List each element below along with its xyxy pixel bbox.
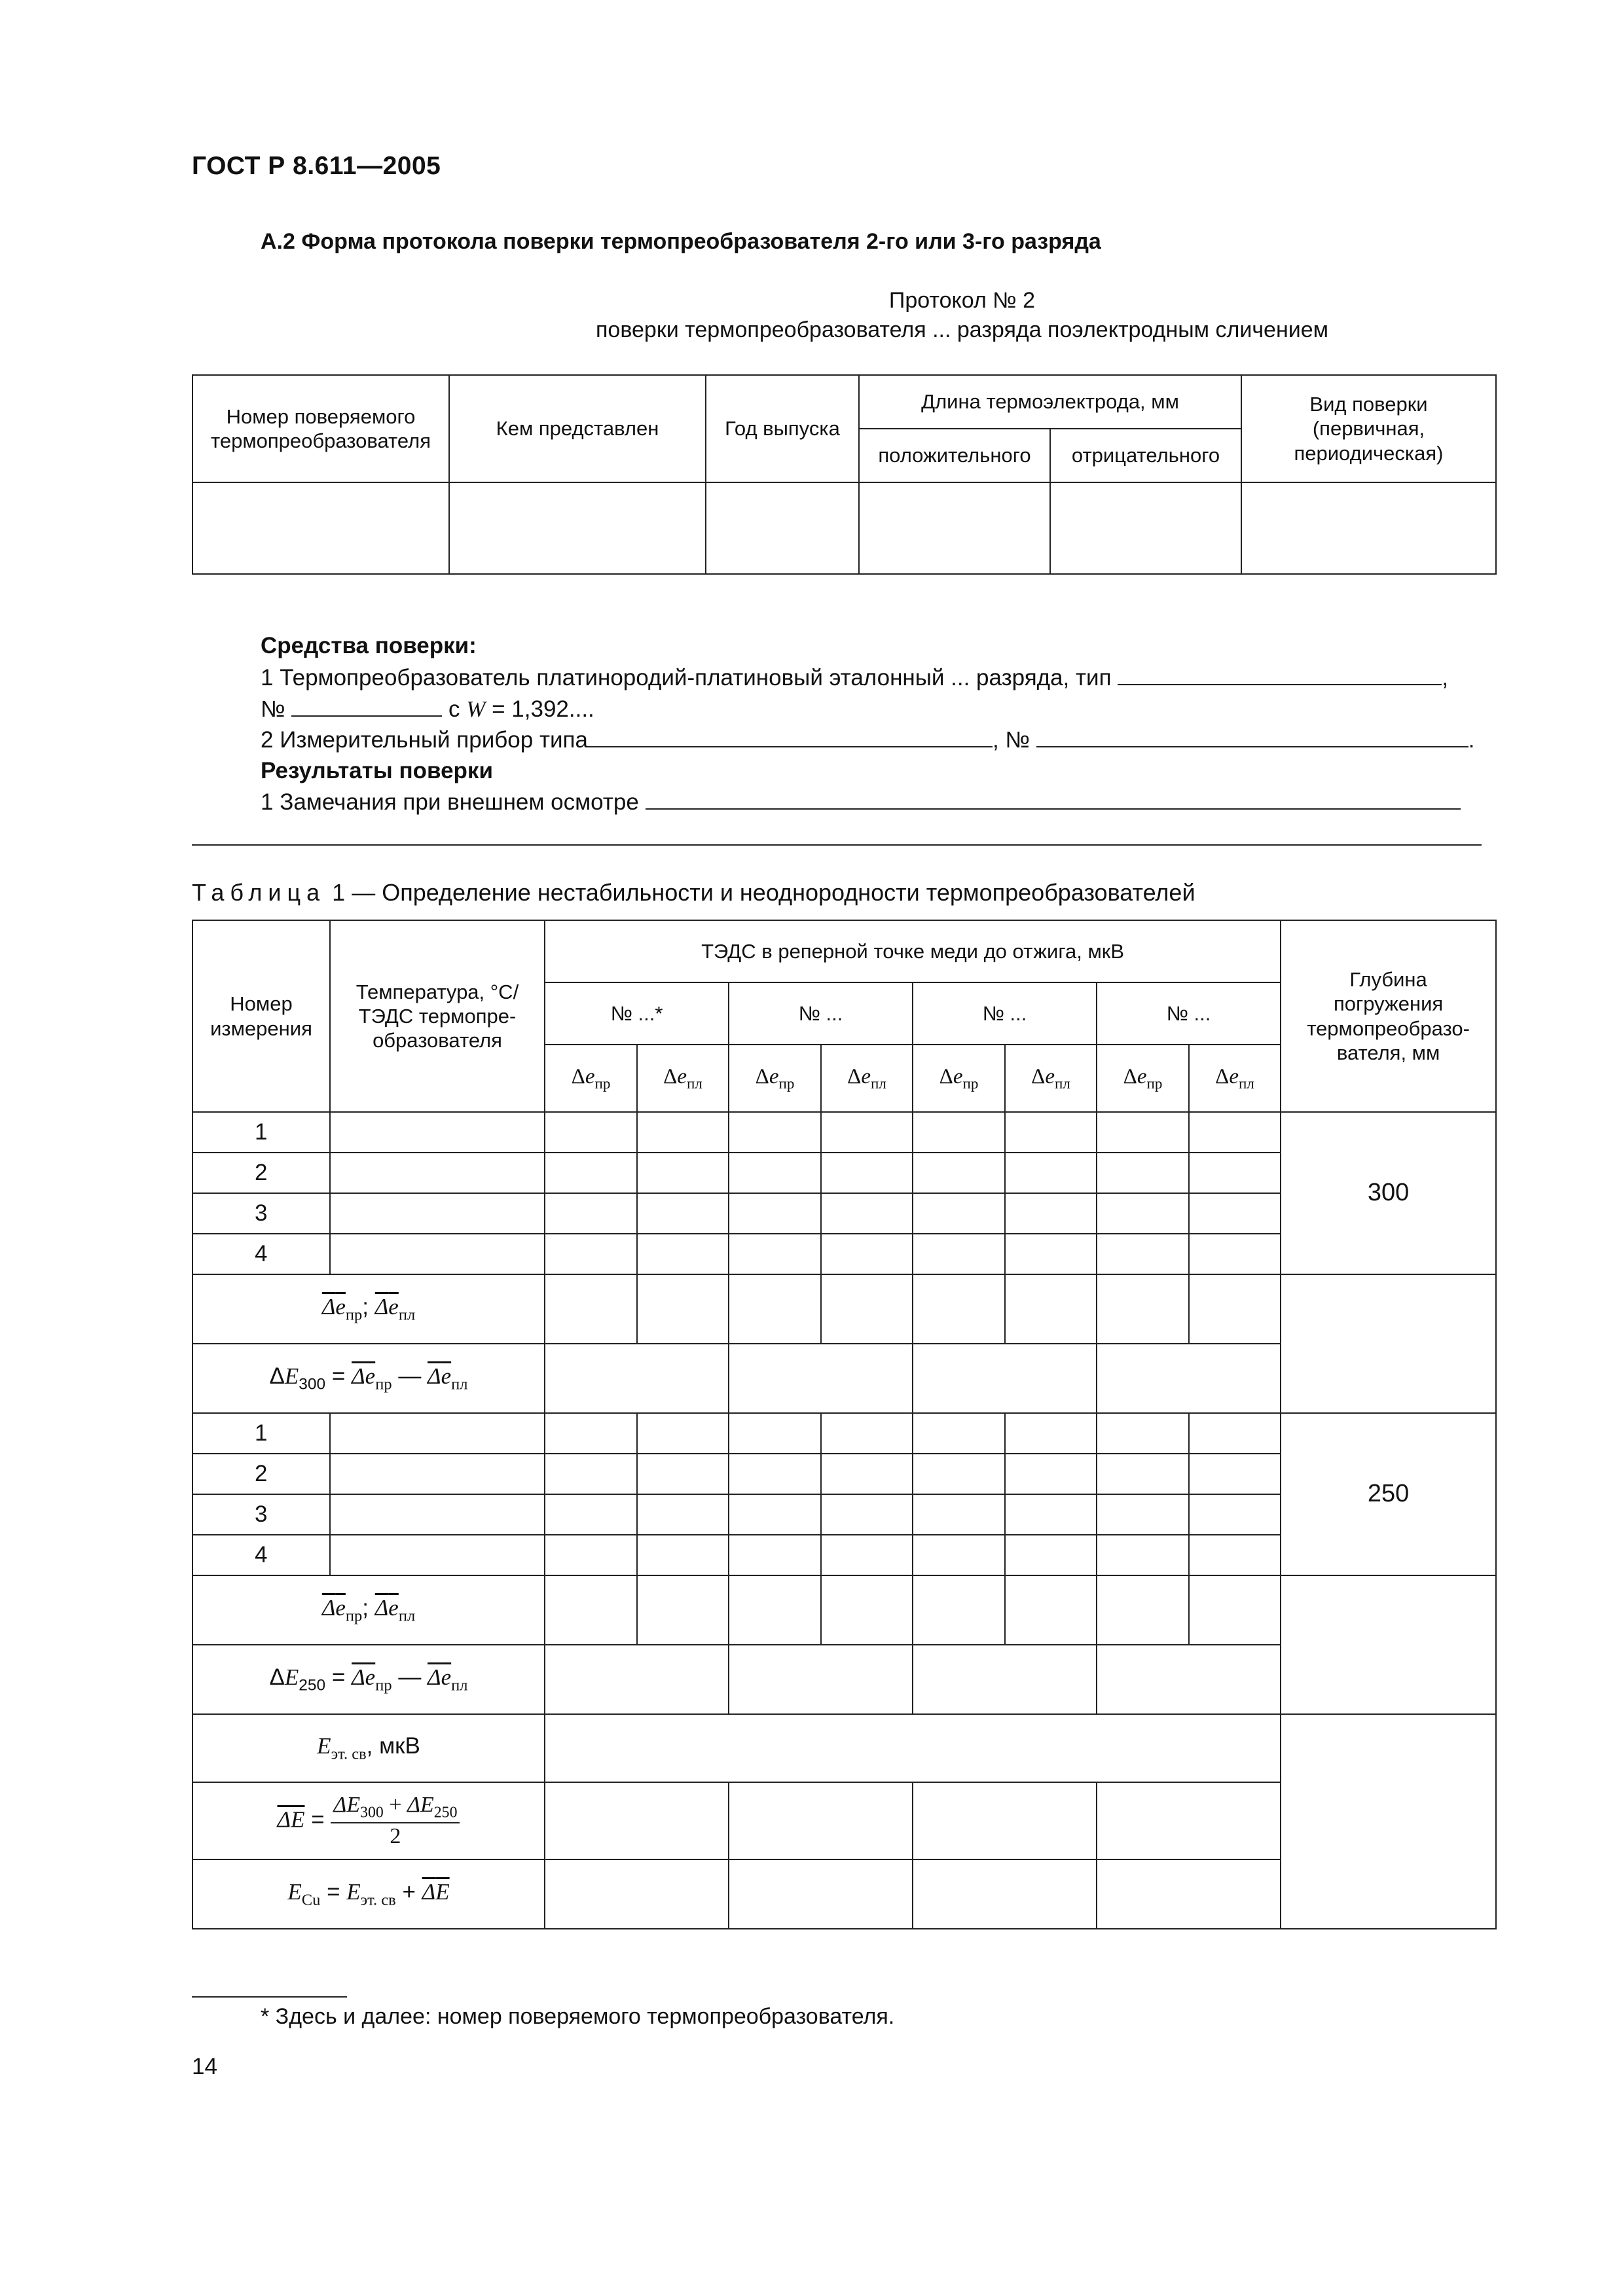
footnote: * Здесь и далее: номер поверяемого термопреобразователя. [261,2004,895,2029]
depth-300: 300 [1281,1112,1496,1274]
period: . [1468,727,1475,753]
cell-empty[interactable] [1097,1535,1189,1575]
cell-empty[interactable] [913,1153,1005,1193]
number-sign: № [261,696,285,722]
cell-empty[interactable] [330,1535,545,1575]
cell-empty[interactable] [1189,1454,1281,1494]
cell-empty[interactable] [913,1274,1005,1344]
cell-empty[interactable] [729,1274,821,1344]
cell-empty[interactable] [637,1413,729,1454]
cell-empty[interactable] [729,1234,821,1274]
col-year: Год выпуска [706,375,859,482]
cell-empty[interactable] [637,1535,729,1575]
cell-empty[interactable] [1005,1153,1097,1193]
cell-empty[interactable] [545,1782,729,1859]
caption-text: 1 — Определение нестабильности и неоднородности термопреобразователей [332,879,1195,906]
cell-empty[interactable] [637,1274,729,1344]
means-line-4 [261,789,1461,816]
cell-empty [1281,1714,1496,1929]
device-number-field[interactable] [1036,726,1468,747]
cell-empty[interactable] [545,1274,637,1344]
measurement-number: 3 [192,1193,330,1234]
col-emf: ТЭДС в реперной точке меди до отжига, мкВ [545,920,1281,982]
group-label: № ... [913,982,1097,1045]
cell-empty[interactable] [1097,1234,1189,1274]
fraction: $\frac{\Delta E_{300} + \Delta E_{250}}{2}$ [331,1792,460,1850]
cell-empty[interactable] [1097,1454,1189,1494]
cell-empty[interactable] [1097,1344,1281,1413]
cell-empty[interactable] [637,1153,729,1193]
delta-e-pr: $\Delta e_{пр}$ [729,1045,821,1112]
col-immersion-depth: Глубина погружения термопреобразо-вателя, мм [1281,920,1496,1112]
cell-empty[interactable] [729,1645,913,1714]
cell-empty[interactable] [330,1193,545,1234]
with-text: с [448,696,460,722]
cell-empty[interactable] [729,1454,821,1494]
stability-table [192,920,1497,1929]
cell-empty[interactable] [1097,1153,1189,1193]
cell-empty[interactable] [1005,1535,1097,1575]
table-row [192,1112,1496,1153]
cell-empty[interactable] [1189,1112,1281,1153]
cell-empty[interactable] [913,1413,1005,1454]
cell-empty[interactable] [729,1153,821,1193]
cell-empty[interactable] [729,1859,913,1929]
means-heading: Средства поверки: [261,633,477,658]
cell-empty[interactable] [545,1413,637,1454]
measurement-number: 4 [192,1535,330,1575]
average-formula: $\Delta e_{пр}$; $\Delta e_{пл}$ [192,1575,545,1645]
cell-empty[interactable] [1097,1112,1189,1153]
cell-empty[interactable] [545,1535,637,1575]
cell-empty[interactable] [545,1153,637,1193]
table-caption [192,879,1195,906]
cell-empty[interactable] [859,482,1050,574]
cell-empty[interactable] [821,1193,913,1234]
group-label: № ... [729,982,913,1045]
protocol-subtitle-text: поверки термопреобразователя ... разряда поэлектродным сличением [596,317,1328,342]
e-etsv-row [192,1714,1496,1782]
col-negative: отрицательного [1050,429,1241,482]
cell-empty[interactable] [637,1454,729,1494]
cell-empty[interactable] [729,1535,821,1575]
w-symbol: W [466,696,486,722]
inspection-remarks-label: 1 Замечания при внешнем осмотре [261,789,639,815]
cell-empty[interactable] [1097,1494,1189,1535]
remarks-continuation-line[interactable] [192,844,1482,846]
means-line-2 [261,696,594,723]
cell-empty[interactable] [1005,1112,1097,1153]
cell-empty[interactable] [330,1112,545,1153]
average-formula: $\Delta e_{пр}$; $\Delta e_{пл}$ [192,1274,545,1344]
cell-empty[interactable] [729,1413,821,1454]
cell-empty[interactable] [1189,1193,1281,1234]
cell-empty[interactable] [1005,1454,1097,1494]
section-title: А.2 Форма протокола поверки термопреобразователя 2-го или 3-го разряда [261,229,1101,254]
cell-empty[interactable] [1097,1859,1281,1929]
cell-empty[interactable] [330,1413,545,1454]
standard-number: ГОСТ Р 8.611—2005 [192,152,441,180]
cell-empty[interactable] [821,1234,913,1274]
cell-empty[interactable] [913,1645,1097,1714]
means-line-1 [261,664,1448,691]
average-row-250 [192,1575,1496,1645]
results-heading: Результаты поверки [261,758,493,783]
page-number: 14 [192,2054,217,2079]
cell-empty[interactable] [821,1112,913,1153]
col-temperature: Температура, °С/ТЭДС термопре-образователя [330,920,545,1112]
cell-empty[interactable] [729,1494,821,1535]
col-verification-type: Вид поверки (первичная, периодическая) [1241,375,1496,482]
cell-empty[interactable] [545,1575,637,1645]
cell-empty[interactable] [637,1494,729,1535]
means-line-1-text: 1 Термопреобразователь платинородий-платиновый эталонный ... разряда, тип [261,665,1112,691]
delta-e-pl: $\Delta e_{пл}$ [1005,1045,1097,1112]
cell-empty[interactable] [330,1454,545,1494]
cell-empty[interactable] [729,1782,913,1859]
cell-empty [1281,1575,1496,1714]
cell-empty[interactable] [821,1454,913,1494]
protocol-number-text: Протокол № 2 [888,288,1036,313]
cell-empty[interactable] [1097,1575,1189,1645]
serial-number-field[interactable] [291,696,442,717]
cell-empty[interactable] [729,1344,913,1413]
measurement-number: 2 [192,1153,330,1193]
mean-delta-e-formula: ΔE = $\frac{\Delta E_{300} + \Delta E_{250}}{2}$ [192,1782,545,1859]
measurement-number: 1 [192,1413,330,1454]
cell-empty[interactable] [637,1193,729,1234]
footnote-rule [192,1996,347,1998]
cell-empty[interactable] [1005,1575,1097,1645]
cell-empty[interactable] [1189,1234,1281,1274]
delta-e-pl: $\Delta e_{пл}$ [1189,1045,1281,1112]
cell-empty[interactable] [821,1413,913,1454]
table-row [192,1413,1496,1454]
number-sign-2: , № [992,727,1030,753]
cell-empty[interactable] [821,1153,913,1193]
cell-empty[interactable] [545,1193,637,1234]
cell-empty[interactable] [821,1274,913,1344]
cell-empty[interactable] [1097,1193,1189,1234]
cell-empty[interactable] [330,1153,545,1193]
cell-empty[interactable] [1189,1575,1281,1645]
col-device-number: Номер поверяемого термопреобразователя [192,375,449,482]
cell-empty[interactable] [821,1575,913,1645]
delta-e-pl: $\Delta e_{пл}$ [821,1045,913,1112]
delta-e250-formula: $\Delta E_{250} = \Delta e_{пр}$ — $\Delta e_{пл}$ [192,1645,545,1714]
col-positive: положительного [859,429,1050,482]
means-line-3 [261,726,1474,753]
e-cu-formula: $E_{Cu} = E_{эт. св} + \Delta E$ [192,1859,545,1929]
protocol-number [151,288,1623,314]
device-info-table [192,374,1497,575]
cell-empty[interactable] [1189,1494,1281,1535]
cell-empty[interactable] [1005,1413,1097,1454]
col-presented-by: Кем представлен [449,375,706,482]
depth-250: 250 [1281,1413,1496,1575]
cell-empty[interactable] [1097,1782,1281,1859]
cell-empty[interactable] [913,1344,1097,1413]
delta-e-pr: $\Delta e_{пр}$ [545,1045,637,1112]
cell-empty[interactable] [1189,1535,1281,1575]
cell-empty[interactable] [913,1234,1005,1274]
cell-empty[interactable] [545,1714,1281,1782]
caption-label: Таблица [192,879,326,906]
cell-empty[interactable] [821,1494,913,1535]
cell-empty [1281,1274,1496,1413]
cell-empty[interactable] [1005,1494,1097,1535]
cell-empty[interactable] [545,1494,637,1535]
cell-empty[interactable] [545,1454,637,1494]
delta-e300-formula: $\Delta E_{300} = \Delta e_{пр}$ — $\Delta e_{пл}$ [192,1344,545,1413]
cell-empty[interactable] [913,1535,1005,1575]
cell-empty[interactable] [545,1234,637,1274]
means-line-3-text: 2 Измерительный прибор типа [261,727,588,753]
cell-empty[interactable] [913,1782,1097,1859]
cell-empty[interactable] [729,1193,821,1234]
e-etsv-label: $E_{эт. св}$, мкВ [192,1714,545,1782]
cell-empty[interactable] [913,1575,1005,1645]
cell-empty[interactable] [821,1535,913,1575]
cell-empty[interactable] [1005,1274,1097,1344]
remarks-field[interactable] [646,789,1461,810]
average-row-300 [192,1274,1496,1344]
cell-empty[interactable] [545,1112,637,1153]
cell-empty[interactable] [706,482,859,574]
delta-e-pl: $\Delta e_{пл}$ [637,1045,729,1112]
cell-empty[interactable] [1097,1413,1189,1454]
cell-empty[interactable] [637,1112,729,1153]
cell-empty[interactable] [1241,482,1496,574]
cell-empty[interactable] [192,482,449,574]
cell-empty[interactable] [330,1494,545,1535]
group-label: № ... [1097,982,1281,1045]
delta-e-pr: $\Delta e_{пр}$ [1097,1045,1189,1112]
cell-empty[interactable] [913,1859,1097,1929]
comma: , [1442,665,1448,691]
measurement-number: 4 [192,1234,330,1274]
cell-empty[interactable] [330,1234,545,1274]
measurement-number: 3 [192,1494,330,1535]
cell-empty[interactable] [913,1454,1005,1494]
cell-empty[interactable] [1189,1413,1281,1454]
cell-empty[interactable] [729,1575,821,1645]
cell-empty[interactable] [1005,1234,1097,1274]
cell-empty[interactable] [1050,482,1241,574]
cell-empty[interactable] [1097,1645,1281,1714]
cell-empty[interactable] [1097,1274,1189,1344]
cell-empty[interactable] [1005,1193,1097,1234]
col-electrode-length: Длина термоэлектрода, мм [859,375,1241,429]
cell-empty[interactable] [545,1645,729,1714]
delta-e-pr: $\Delta e_{пр}$ [913,1045,1005,1112]
measurement-number: 1 [192,1112,330,1153]
cell-empty[interactable] [637,1575,729,1645]
col-measurement-number: Номер измерения [192,920,330,1112]
measurement-number: 2 [192,1454,330,1494]
cell-empty[interactable] [913,1494,1005,1535]
cell-empty[interactable] [729,1112,821,1153]
cell-empty[interactable] [913,1193,1005,1234]
group-label: № ...* [545,982,729,1045]
device-type-field[interactable] [588,726,993,747]
cell-empty[interactable] [1189,1274,1281,1344]
cell-empty[interactable] [449,482,706,574]
protocol-subtitle [151,317,1623,343]
type-field[interactable] [1118,664,1442,685]
cell-empty[interactable] [545,1344,729,1413]
cell-empty[interactable] [545,1859,729,1929]
w-value: = 1,392.... [492,696,594,722]
cell-empty[interactable] [913,1112,1005,1153]
cell-empty[interactable] [637,1234,729,1274]
cell-empty[interactable] [1189,1153,1281,1193]
